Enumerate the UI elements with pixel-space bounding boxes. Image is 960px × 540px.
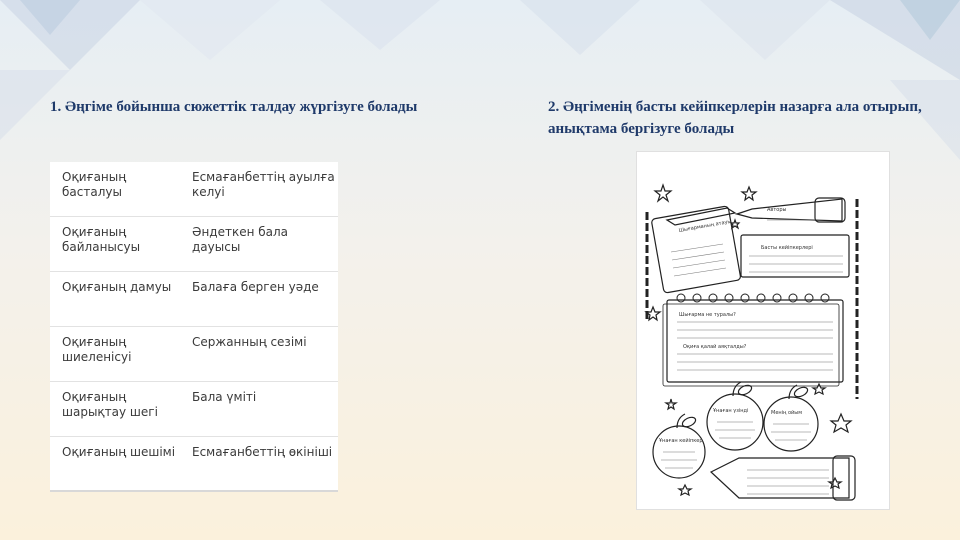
worksheet-label-characters: Басты кейіпкерлері	[761, 245, 813, 251]
task-1-heading: 1. Әңгіме бойынша сюжеттік талдау жүргізуге болады	[50, 99, 418, 115]
worksheet-label-apple-mid: Ұнаған үзінді	[713, 408, 749, 414]
star-icon	[679, 485, 691, 495]
star-icon	[666, 399, 676, 409]
worksheet-label-apple-right: Менің ойым	[771, 410, 802, 416]
character-worksheet-image	[636, 151, 890, 510]
worksheet-label-apple-left: Ұнаған кейіпкер	[659, 438, 703, 444]
table-row	[50, 437, 338, 492]
star-icon	[813, 384, 825, 394]
star-icon	[829, 478, 841, 488]
table-row	[50, 327, 338, 382]
table-row	[50, 162, 338, 217]
worksheet-label-notebook-1: Шығарма не туралы?	[679, 312, 736, 318]
plot-stage-cell: Оқиғаның дамуы	[62, 280, 172, 294]
plot-event-cell: Әндеткен бала дауысы	[192, 225, 289, 254]
plot-analysis-table	[50, 162, 338, 492]
star-icon	[831, 414, 851, 432]
worksheet-label-book: Шығарманың атауы	[678, 218, 732, 234]
plot-stage-cell: Оқиғаның шиеленісуі	[62, 335, 132, 364]
plot-event-cell: Есмағанбеттің өкініші	[192, 445, 333, 459]
plot-stage-cell: Оқиғаның басталуы	[62, 170, 127, 199]
plot-event-cell: Есмағанбеттің ауылға келуі	[192, 170, 335, 199]
task-2-heading: 2. Әңгіменің басты кейіпкерлерін назарға ала отырып, анықтама бергізуге болады	[548, 99, 922, 137]
worksheet-label-author: Авторы	[767, 207, 787, 213]
star-icon	[742, 187, 756, 200]
table-row	[50, 272, 338, 327]
table-row	[50, 217, 338, 272]
worksheet-label-notebook-2: Оқиға қалай аяқталды?	[683, 344, 747, 350]
plot-event-cell: Сержанның сезімі	[192, 335, 307, 349]
plot-stage-cell: Оқиғаның шешімі	[62, 445, 176, 459]
plot-event-cell: Бала үміті	[192, 390, 257, 404]
table-row	[50, 382, 338, 437]
plot-event-cell: Балаға берген уәде	[192, 280, 319, 294]
worksheet-drawing	[637, 152, 891, 511]
pencil-icon	[737, 199, 842, 221]
plot-stage-cell: Оқиғаның байланысуы	[62, 225, 141, 254]
star-icon	[655, 185, 671, 201]
plot-stage-cell: Оқиғаның шарықтау шегі	[62, 390, 158, 419]
